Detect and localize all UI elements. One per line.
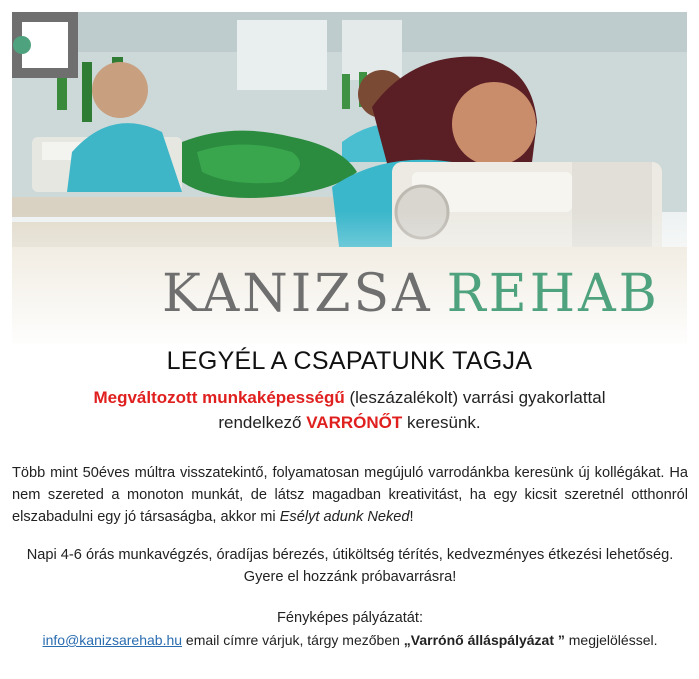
subtitle-highlight-1: Megváltozott munkaképességű: [93, 388, 345, 407]
benefits-line: Napi 4-6 órás munkavégzés, óradíjas bérezés, útiköltség térítés, kedvezményes étkezési lehetőség.: [26, 547, 674, 563]
hero-banner: [12, 12, 687, 344]
invite-line: Gyere el hozzánk próbavarrásra!: [243, 569, 457, 585]
intro-paragraph: [12, 462, 688, 528]
contact-label: Fényképes pályázatát:: [276, 610, 424, 626]
contact-mid: email címre várjuk, tárgy mezőben: [182, 632, 404, 648]
logo-word-rehab: REHAB: [446, 264, 660, 324]
logo-mark-icon: [12, 12, 78, 78]
subtitle-pre-2: rendelkező: [218, 413, 307, 432]
email-link[interactable]: info@kanizsarehab.hu: [42, 632, 183, 648]
logo-word-kanizsa: KANIZSA: [162, 264, 433, 324]
page-title: LEGYÉL A CSAPATUNK TAGJA: [166, 347, 533, 375]
contact-subject: „Varrónő álláspályázat ”: [403, 632, 565, 648]
subtitle-line-2: [0, 413, 699, 433]
intro-text: Több mint 50éves múltra visszatekintő, folyamatosan megújuló varrodánkba keresünk új kollégákat. Ha nem szereted a monoton munkát, de látsz magadban kreativitást, ha egy kicsit szeretnél otthonról elszabadulni egy jó társaságba, akkor mi: [12, 465, 688, 525]
intro-end: !: [409, 509, 414, 525]
subtitle-line-1: [0, 388, 699, 408]
subtitle-post-2: keresünk.: [402, 413, 481, 432]
intro-italic: Esélyt adunk Neked: [279, 509, 410, 525]
subtitle-highlight-2: VARRÓNŐT: [306, 413, 403, 432]
logo-wordmark: [162, 264, 660, 324]
contact-line: [12, 629, 688, 651]
contact-end: megjelöléssel.: [564, 632, 658, 648]
subtitle-rest-1: (leszázalékolt) varrási gyakorlattal: [344, 388, 606, 407]
